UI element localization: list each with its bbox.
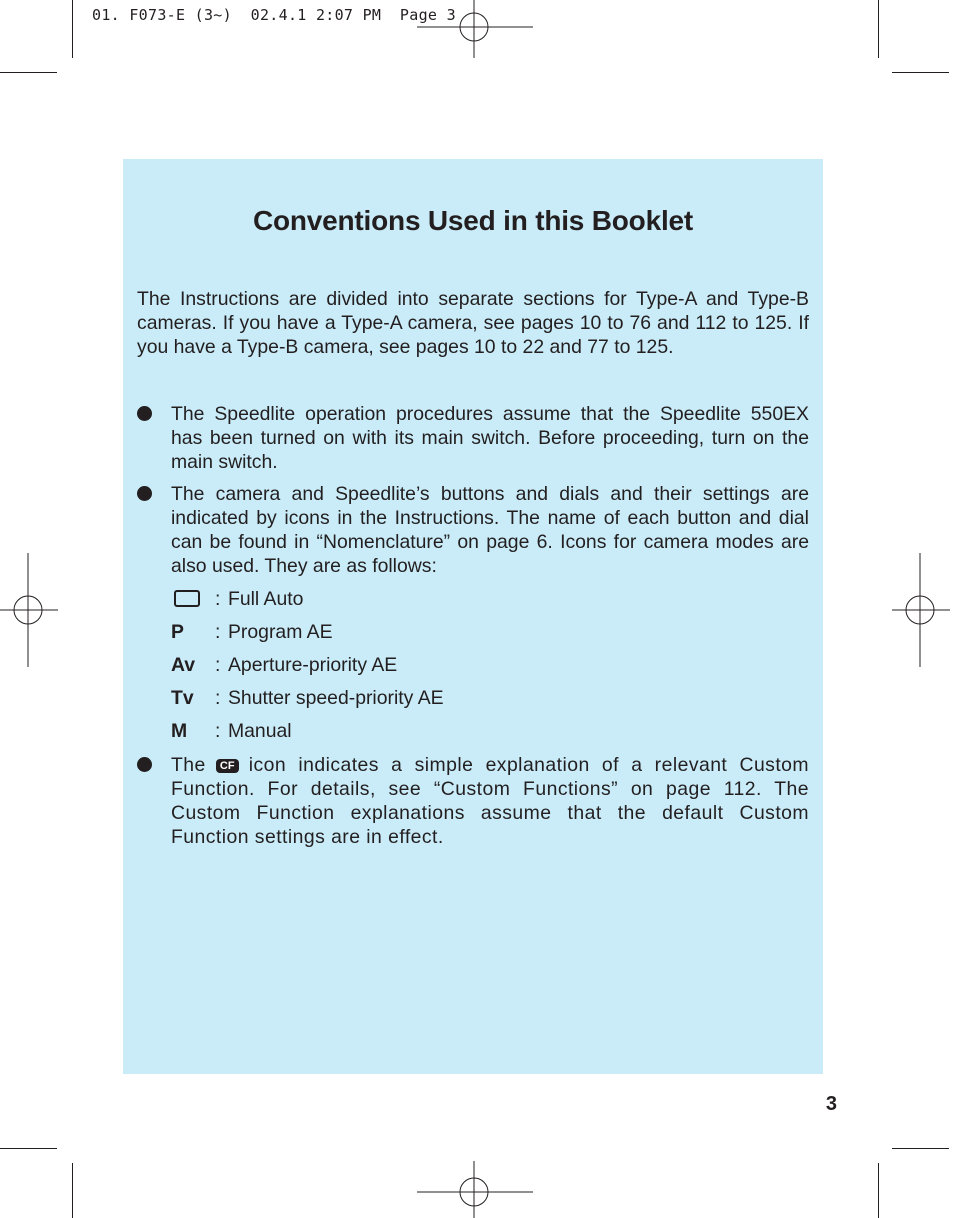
mode-label: Program AE — [228, 621, 333, 643]
mode-symbol: Av — [171, 654, 196, 676]
registration-mark-icon — [0, 553, 58, 667]
mode-separator: : — [215, 720, 221, 742]
cf-bullet-body: icon indicates a simple explanation of a relevant Custom Function. For details, see “Custom Functions” on page 112. The Custom Function explanations assume that the default Custom Function settings are in effect. — [171, 754, 809, 848]
mode-label: Shutter speed-priority AE — [228, 687, 444, 709]
full-auto-rectangle-icon — [174, 590, 200, 607]
mode-separator: : — [215, 687, 221, 709]
page-number: 3 — [825, 1093, 837, 1115]
bullet-text — [171, 753, 809, 849]
bullet-dot-icon — [137, 486, 152, 501]
mode-separator: : — [215, 654, 221, 676]
registration-mark-icon — [417, 0, 533, 58]
mode-symbol: Tv — [171, 687, 194, 709]
mode-label: Aperture-priority AE — [228, 654, 398, 676]
bullet-item — [137, 482, 809, 578]
bullet-text: The Speedlite operation procedures assume that the Speedlite 550EX has been turned on with its main switch. Before proceeding, turn on the main switch. — [171, 403, 809, 473]
registration-mark-icon — [892, 553, 950, 667]
conventions-panel — [123, 159, 823, 1074]
crop-mark — [0, 72, 57, 73]
printer-slug-line: 01. F073-E (3~) 02.4.1 2:07 PM Page 3 — [92, 6, 456, 24]
cf-bullet-lead: The — [171, 754, 206, 776]
crop-mark — [0, 1148, 57, 1149]
crop-mark — [878, 0, 879, 58]
mode-symbol: P — [171, 621, 184, 643]
crop-mark — [892, 1148, 949, 1149]
bullet-item-custom-function — [137, 753, 809, 849]
bullet-dot-icon — [137, 757, 152, 772]
intro-paragraph: The Instructions are divided into separate sections for Type-A and Type-B cameras. If you have a Type-A camera, see pages 10 to 76 and 112 to 125. If you have a Type-B camera, see pages 10 to 22 and 77 to 125. — [137, 288, 809, 358]
bullet-text: The camera and Speedlite’s buttons and dials and their settings are indicated by icons in the Instructions. The name of each button and dial can be found in “Nomenclature” on page 6. Icons for camera modes are also used. They are as follows: — [171, 483, 809, 577]
registration-mark-icon — [417, 1161, 533, 1218]
mode-separator: : — [215, 621, 221, 643]
mode-symbol: M — [171, 720, 188, 742]
crop-mark — [72, 0, 73, 58]
custom-function-icon: CF — [216, 759, 239, 773]
bullet-item — [137, 402, 809, 474]
crop-mark — [72, 1163, 73, 1218]
page-title: Conventions Used in this Booklet — [252, 205, 694, 236]
crop-mark — [878, 1163, 879, 1218]
mode-label: Manual — [228, 720, 292, 742]
mode-separator: : — [215, 588, 221, 610]
bullet-dot-icon — [137, 406, 152, 421]
mode-label: Full Auto — [228, 588, 304, 610]
crop-mark — [892, 72, 949, 73]
